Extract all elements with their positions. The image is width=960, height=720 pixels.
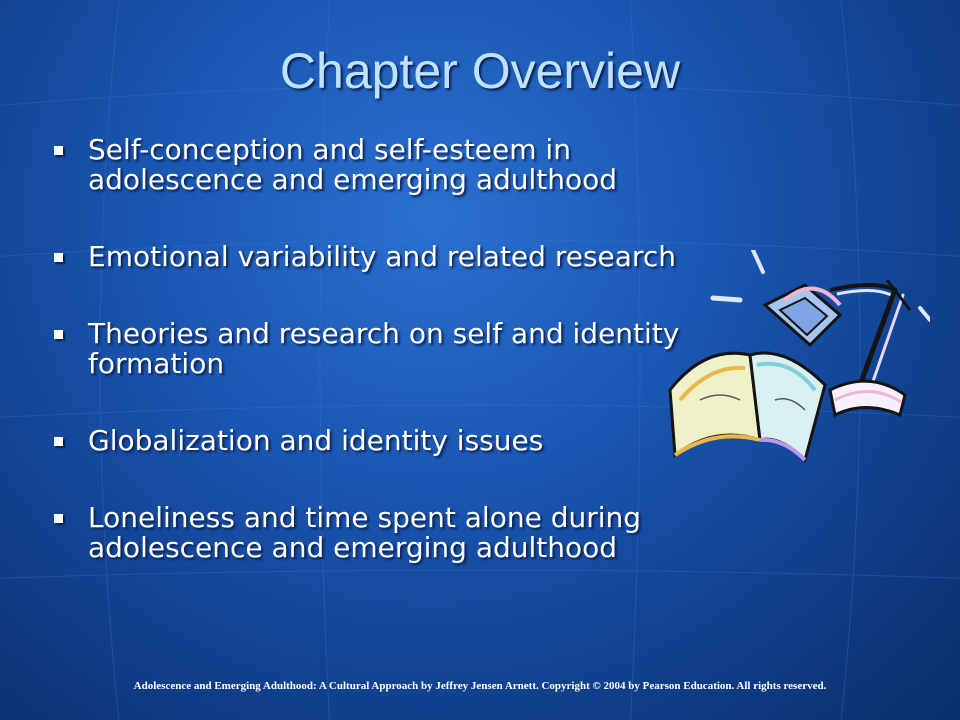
square-bullet-icon [54,253,63,262]
square-bullet-icon [54,330,63,339]
copyright-footer: Adolescence and Emerging Adulthood: A Cultural Approach by Jeffrey Jensen Arnett. Copyright © 2004 by Pearson Education. All rights reserved. [133,680,827,692]
bullet-item [48,242,688,272]
bullet-text: Loneliness and time spent alone during adolescence and emerging adulthood [88,501,642,564]
bullet-item [48,503,688,563]
bullet-item [48,135,688,195]
bullet-text: Theories and research on self and identity formation [88,317,680,380]
slide-title: Chapter Overview [279,43,681,99]
bullet-text: Emotional variability and related research [88,240,676,273]
square-bullet-icon [54,437,63,446]
bullet-text: Globalization and identity issues [88,424,544,457]
bullet-text: Self-conception and self-esteem in adolescence and emerging adulthood [88,133,618,196]
bullet-item [48,319,688,379]
bullet-item [48,426,688,456]
square-bullet-icon [54,514,63,523]
open-book-reading-lamp-icon [665,250,930,470]
square-bullet-icon [54,146,63,155]
bullet-list [48,135,688,610]
